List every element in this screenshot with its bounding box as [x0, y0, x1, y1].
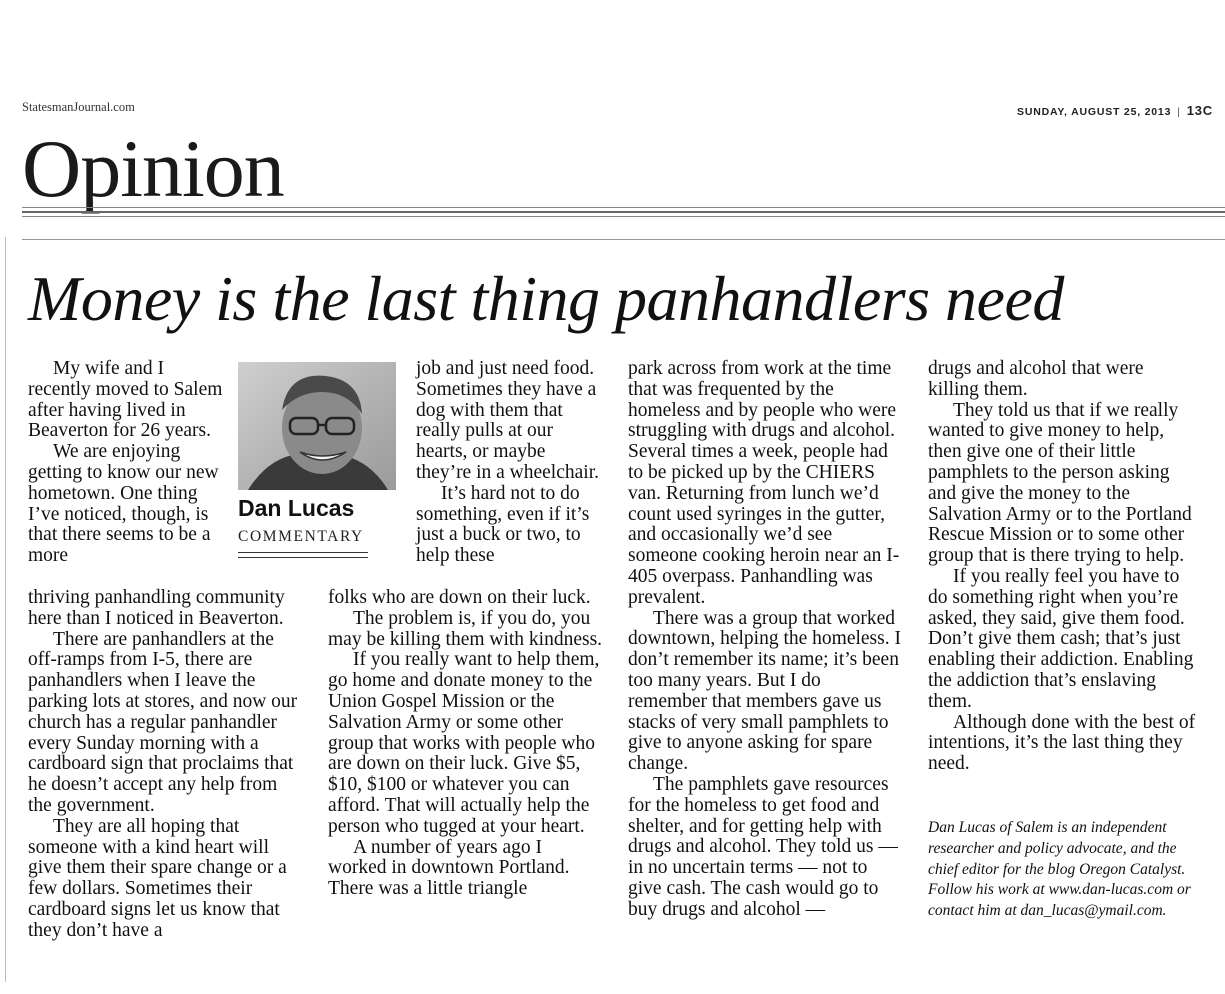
paragraph: It’s hard not to do something, even if it’s just a buck or two, to help these	[416, 482, 590, 567]
column-2-top	[416, 359, 602, 567]
byline-rule-bottom	[238, 557, 368, 558]
paragraph: They are all hoping that someone with a kind heart will give them their spare change or a few dollars. Sometimes their cardboard signs let us know that they don’t have a	[28, 815, 287, 941]
paragraph: The pamphlets gave resources for the homeless to get food and shelter, and for getting help with drugs and alcohol. They told us — in no uncertain terms — not to give cash. The cash would go to buy drugs and alcohol —	[628, 773, 898, 920]
headline: Money is the last thing panhandlers need	[28, 263, 1064, 334]
article-top-rule	[22, 239, 1225, 240]
site-name: StatesmanJournal.com	[22, 100, 135, 114]
paragraph: Although done with the best of intentions, it’s the last thing they need.	[928, 711, 1196, 775]
paragraph: drugs and alcohol that were killing them.	[928, 358, 1144, 400]
date-text: SUNDAY, AUGUST 25, 2013	[1017, 106, 1172, 118]
paragraph: If you really feel you have to do something right when you’re asked, they said, give them food. Don’t give them cash; that’s just enabling their addiction. Enabling the addiction that’s enslaving them.	[928, 565, 1194, 712]
masthead-rule-top	[22, 207, 1225, 208]
paragraph: job and just need food. Sometimes they have a dog with them that really pulls at our hearts, or maybe they’re in a wheelchair.	[416, 358, 599, 483]
column-4	[928, 359, 1198, 775]
left-margin-rule	[5, 237, 6, 982]
paragraph: We are enjoying getting to know our new hometown. One thing I’ve noticed, though, is that there seems to be a more	[28, 441, 219, 567]
dateline	[1017, 103, 1213, 118]
paragraph: My wife and I recently moved to Salem after having lived in Beaverton for 26 years.	[28, 358, 223, 442]
section-title: Opinion	[22, 123, 284, 214]
paragraph: park across from work at the time that was frequented by the homeless and by people who were struggling with drugs and alcohol. Several times a week, people had to be picked up by the CHIERS van. Returning from lunch we’d count used syringes in the gutter, and occasionally we’d see someone cooking heroin near an I-405 overpass. Panhandling was prevalent.	[628, 358, 900, 608]
dateline-separator: |	[1177, 106, 1181, 118]
paragraph: thriving panhandling community here than I noticed in Beaverton.	[28, 587, 285, 629]
column-1-bottom	[28, 588, 304, 942]
byline-label: COMMENTARY	[238, 528, 364, 545]
paragraph: folks who are down on their luck.	[328, 587, 591, 608]
paragraph: The problem is, if you do, you may be killing them with kindness.	[328, 607, 603, 650]
paragraph: There was a group that worked downtown, helping the homeless. I don’t remember its name; it’s been too many years. But I do remember that members gave us stacks of very small pamphlets to give to anyone asking for spare change.	[628, 607, 901, 775]
author-name: Dan Lucas	[238, 495, 355, 521]
masthead-rule-bottom	[22, 216, 1225, 217]
page-number: 13C	[1186, 103, 1213, 118]
author-photo-image	[238, 362, 396, 490]
column-1-top	[28, 359, 228, 567]
author-bio: Dan Lucas of Salem is an independent researcher and policy advocate, and the chief editor for the blog Oregon Catalyst. Follow his work at www.dan-lucas.com or contact him at dan_lucas@ymail.com.	[928, 819, 1191, 920]
paragraph: There are panhandlers at the off-ramps from I-5, there are panhandlers when I leave the parking lots at stores, and now our church has a regular panhandler every Sunday morning with a cardboard sign that proclaims that he doesn’t accept any help from the government.	[28, 628, 298, 816]
byline-rule-top	[238, 552, 368, 553]
author-photo	[238, 362, 396, 490]
paragraph: They told us that if we really wanted to give money to help, then give one of their little pamphlets to the person asking and give the money to the Salvation Army or to the Portland Rescue Mission or to some other group that is there trying to help.	[928, 399, 1192, 567]
column-2-bottom	[328, 588, 604, 900]
paragraph: A number of years ago I worked in downtown Portland. There was a little triangle	[328, 836, 570, 900]
column-3	[628, 359, 904, 921]
masthead-rule-middle	[22, 211, 1225, 213]
paragraph: If you really want to help them, go home and donate money to the Union Gospel Mission or the Salvation Army or some other group that works with people who are down on their luck. Give $5, $10, $100 or whatever you can afford. That will actually help the person who tugged at your heart.	[328, 649, 600, 837]
